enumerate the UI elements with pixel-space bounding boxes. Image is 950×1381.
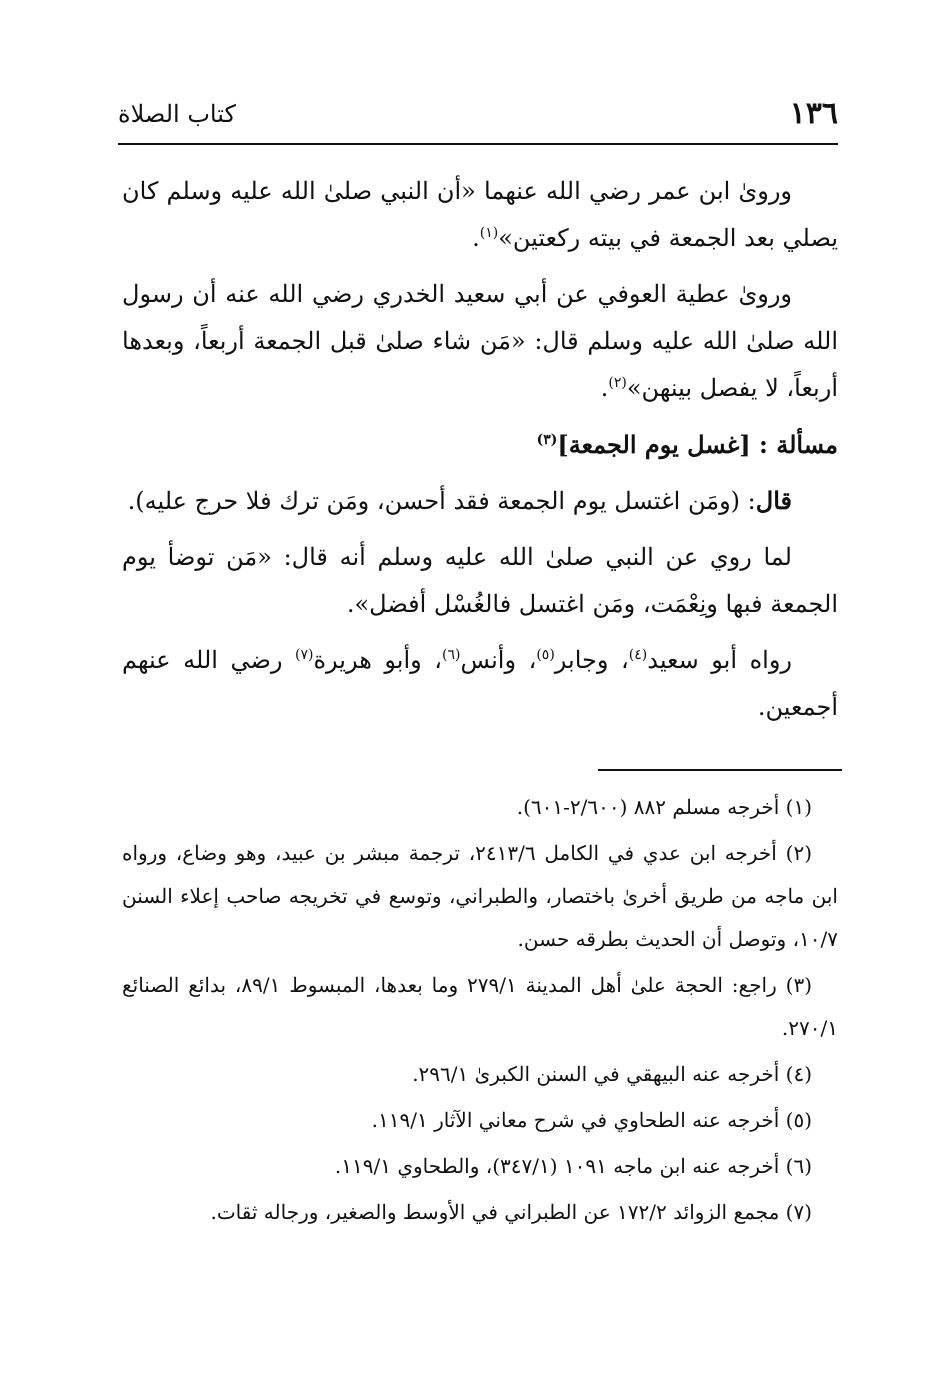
footnote-4: (٤) أخرجه عنه البيهقي في السنن الكبرىٰ ٢٩٦/١. <box>412 1062 812 1086</box>
paragraph-text: : (ومَن اغتسل يوم الجمعة فقد أحسن، ومَن ترك فلا حرج عليه). <box>127 487 756 515</box>
footnote-6: (٦) أخرجه عنه ابن ماجه ١٠٩١ (٣٤٧/١)، والطحاوي ١١٩/١. <box>334 1154 812 1178</box>
footnote-ref: (٧) <box>295 647 314 663</box>
header-rule <box>118 143 838 145</box>
paragraph-label: قال <box>755 486 792 515</box>
footnote-ref: (١) <box>479 225 499 241</box>
footnote-7: (٧) مجمع الزوائد ١٧٢/٢ عن الطبراني في الأوسط والصغير، ورجاله ثقات. <box>210 1200 812 1224</box>
text-part: رضي الله عنهم أجمعين. <box>122 646 838 721</box>
paragraph-5 <box>122 637 838 731</box>
footnote-5: (٥) أخرجه عنه الطحاوي في شرح معاني الآثار ١١٩/١. <box>371 1108 812 1132</box>
footnote-ref: (٤) <box>628 647 648 663</box>
text-part: ، وأنس <box>460 646 537 674</box>
footnote-ref: (٣) <box>536 432 558 448</box>
footnote-1: (١) أخرجه مسلم ٨٨٢ (٢/٦٠٠-٦٠١). <box>516 795 812 819</box>
paragraph-2 <box>122 271 838 412</box>
paragraph-end: . <box>600 374 609 402</box>
section-heading <box>122 421 838 468</box>
paragraph-1 <box>122 168 838 262</box>
text-part: ، وجابر <box>554 646 629 674</box>
footnotes <box>122 786 838 1237</box>
footnote-ref: (٦) <box>442 647 461 663</box>
paragraph-3 <box>122 477 838 525</box>
paragraph-text: لما روي عن النبي صلىٰ الله عليه وسلم أنه قال: «مَن توضأ يوم الجمعة فبها ونِعْمَت، ومَن اغتسل فالغُسْل أفضل». <box>122 543 838 618</box>
footnote-separator <box>598 769 842 771</box>
page-header <box>118 92 838 142</box>
paragraph-end: . <box>472 224 480 252</box>
text-part: ، وأبو هريرة <box>313 646 443 674</box>
page-number: ١٣٦ <box>789 96 838 131</box>
footnote-ref: (٥) <box>536 647 555 663</box>
paragraph-4 <box>122 534 838 628</box>
paragraph-text: وروىٰ عطية العوفي عن أبي سعيد الخدري رضي الله عنه أن رسول الله صلىٰ الله عليه وسلم قال: «مَن شاء صلىٰ قبل الجمعة أربعاً، وبعدها أربعاً، لا يفصل بينهن» <box>122 280 838 402</box>
main-text <box>122 168 838 740</box>
running-title: كتاب الصلاة <box>118 100 236 128</box>
paragraph-text: ورویٰ ابن عمر رضي الله عنهما «أن النبي صلىٰ الله عليه وسلم كان يصلي بعد الجمعة في بيته ركعتين» <box>122 177 838 252</box>
footnote-2: (٢) أخرجه ابن عدي في الكامل ٢٤١٣/٦، ترجمة مبشر بن عبيد، وهو وضاع، ورواه ابن ماجه من طريق أخرىٰ باختصار، والطبراني، وتوسع في تخريجه صاحب إعلاء السنن ١٠/٧، وتوصل أن الحديث بطرقه حسن. <box>122 841 838 951</box>
footnote-3: (٣) راجع: الحجة علىٰ أهل المدينة ٢٧٩/١ وما بعدها، المبسوط ٨٩/١، بدائع الصنائع ٢٧٠/١. <box>122 973 838 1040</box>
footnote-ref: (٢) <box>608 375 627 391</box>
heading-text: مسألة : [غسل يوم الجمعة] <box>557 430 838 459</box>
text-part: رواه أبو سعيد <box>647 646 792 674</box>
